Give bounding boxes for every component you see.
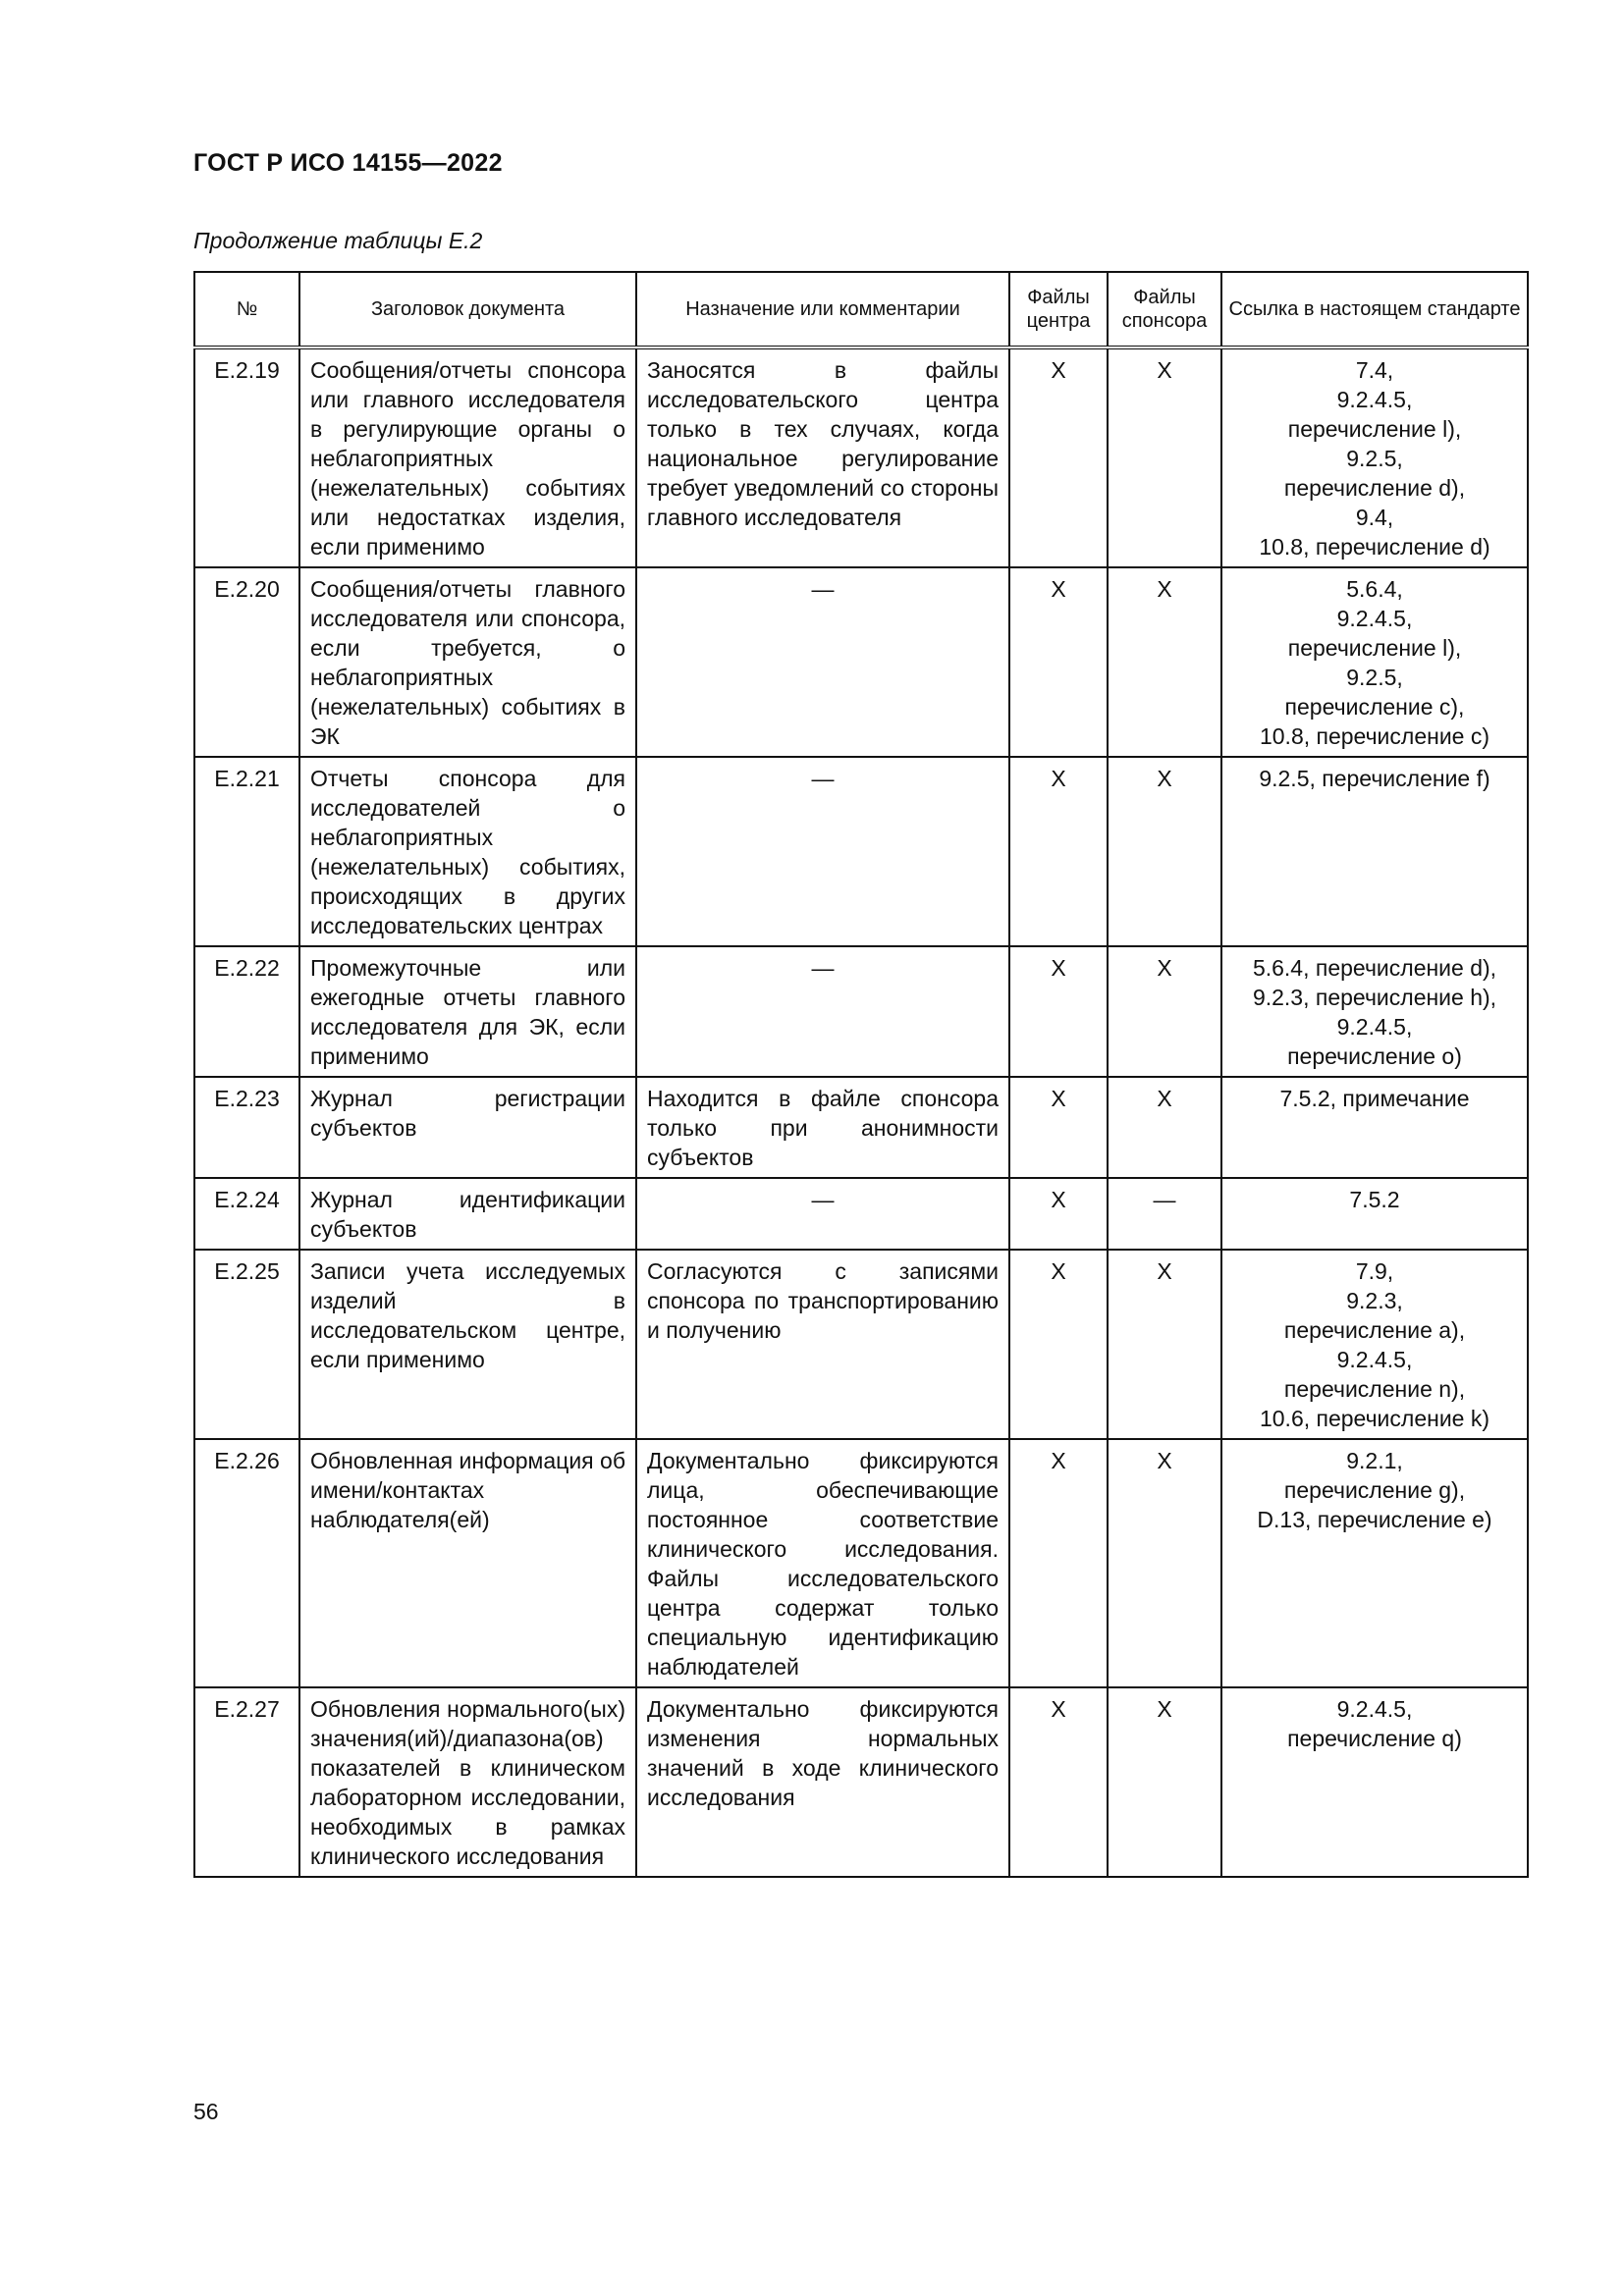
standard-reference — [1221, 347, 1528, 567]
reference-line: 9.2.5, перечисление f) — [1259, 766, 1490, 791]
standard-reference — [1221, 946, 1528, 1077]
standard-reference — [1221, 1439, 1528, 1687]
purpose-comment: Согласуются с записями спонсора по транспортированию и получению — [636, 1250, 1009, 1439]
standard-reference — [1221, 1250, 1528, 1439]
row-number: E.2.22 — [194, 946, 299, 1077]
sponsor-file-mark: X — [1108, 567, 1221, 757]
center-file-mark: X — [1009, 347, 1108, 567]
row-number: E.2.27 — [194, 1687, 299, 1877]
reference-line: D.13, перечисление e) — [1257, 1507, 1492, 1532]
documents-table — [193, 271, 1529, 1878]
column-header-title: Заголовок документа — [299, 272, 636, 347]
reference-line: перечисление c), — [1284, 694, 1465, 720]
reference-line: перечисление a), — [1283, 1317, 1466, 1343]
center-file-mark: X — [1009, 1250, 1108, 1439]
reference-line: 9.2.5, — [1346, 446, 1403, 471]
document-title: Сообщения/отчеты главного исследователя или спонсора, если требуется, о неблагоприятных (нежелательных) событиях в ЭК — [299, 567, 636, 757]
sponsor-file-mark: X — [1108, 946, 1221, 1077]
document-title: Записи учета исследуемых изделий в исследовательском центре, если применимо — [299, 1250, 636, 1439]
reference-line: перечисление l), — [1287, 416, 1462, 442]
column-header-number: № — [194, 272, 299, 347]
table-row — [194, 1687, 1528, 1877]
column-header-center-files: Файлы центра — [1009, 272, 1108, 347]
reference-line: 9.2.5, — [1346, 665, 1403, 690]
sponsor-file-mark: X — [1108, 347, 1221, 567]
purpose-comment: Документально фиксируются изменения нормальных значений в ходе клинического исследования — [636, 1687, 1009, 1877]
reference-line: 9.2.4.5, — [1336, 1014, 1413, 1040]
document-title: Промежуточные или ежегодные отчеты главного исследователя для ЭК, если применимо — [299, 946, 636, 1077]
center-file-mark: X — [1009, 1439, 1108, 1687]
document-title: Отчеты спонсора для исследователей о неблагоприятных (нежелательных) событиях, происходящих в других исследовательских центрах — [299, 757, 636, 946]
reference-line: 10.6, перечисление k) — [1259, 1406, 1490, 1431]
document-title: Обновления нормального(ых) значения(ий)/диапазона(ов) показателей в клиническом лабораторном исследовании, необходимых в рамках клинического исследования — [299, 1687, 636, 1877]
table-row — [194, 1178, 1528, 1250]
reference-line: 7.5.2 — [1349, 1187, 1400, 1212]
document-code: ГОСТ Р ИСО 14155—2022 — [193, 149, 503, 177]
sponsor-file-mark: X — [1108, 757, 1221, 946]
table-header-row — [194, 272, 1528, 347]
table-row — [194, 1250, 1528, 1439]
reference-line: 9.2.4.5, — [1336, 1696, 1413, 1722]
purpose-comment: — — [636, 567, 1009, 757]
row-number: E.2.20 — [194, 567, 299, 757]
sponsor-file-mark: — — [1108, 1178, 1221, 1250]
standard-reference — [1221, 1077, 1528, 1178]
reference-line: 10.8, перечисление c) — [1259, 723, 1490, 749]
center-file-mark: X — [1009, 1178, 1108, 1250]
center-file-mark: X — [1009, 1077, 1108, 1178]
document-title: Журнал идентификации субъектов — [299, 1178, 636, 1250]
reference-line: перечисление g), — [1283, 1477, 1466, 1503]
column-header-purpose: Назначение или комментарии — [636, 272, 1009, 347]
reference-line: перечисление n), — [1283, 1376, 1466, 1402]
center-file-mark: X — [1009, 567, 1108, 757]
row-number: E.2.19 — [194, 347, 299, 567]
table-continuation-caption: Продолжение таблицы Е.2 — [193, 228, 483, 253]
sponsor-file-mark: X — [1108, 1687, 1221, 1877]
reference-line: 7.4, — [1355, 357, 1394, 383]
reference-line: 9.4, — [1355, 505, 1394, 530]
sponsor-file-mark: X — [1108, 1077, 1221, 1178]
standard-reference — [1221, 567, 1528, 757]
document-title: Журнал регистрации субъектов — [299, 1077, 636, 1178]
table-row — [194, 1077, 1528, 1178]
reference-line: перечисление d), — [1283, 475, 1466, 501]
page-number: 56 — [193, 2099, 219, 2124]
purpose-comment: Находится в файле спонсора только при анонимности субъектов — [636, 1077, 1009, 1178]
reference-line: 10.8, перечисление d) — [1259, 534, 1490, 560]
reference-line: перечисление q) — [1287, 1726, 1462, 1751]
standard-reference — [1221, 1687, 1528, 1877]
table-row — [194, 946, 1528, 1077]
sponsor-file-mark: X — [1108, 1250, 1221, 1439]
sponsor-file-mark: X — [1108, 1439, 1221, 1687]
reference-line: 7.9, — [1355, 1258, 1394, 1284]
reference-line: 9.2.3, перечисление h), — [1252, 985, 1497, 1010]
reference-line: 9.2.4.5, — [1336, 606, 1413, 631]
row-number: E.2.21 — [194, 757, 299, 946]
center-file-mark: X — [1009, 757, 1108, 946]
reference-line: 9.2.4.5, — [1336, 1347, 1413, 1372]
reference-line: 5.6.4, перечисление d), — [1252, 955, 1497, 981]
column-header-sponsor-files: Файлы спонсора — [1108, 272, 1221, 347]
purpose-comment: Документально фиксируются лица, обеспечивающие постоянное соответствие клинического исследования. Файлы исследовательского центра содержат только специальную идентификацию наблюдателей — [636, 1439, 1009, 1687]
row-number: E.2.25 — [194, 1250, 299, 1439]
reference-line: 9.2.4.5, — [1336, 387, 1413, 412]
table-row — [194, 567, 1528, 757]
reference-line: 9.2.1, — [1346, 1448, 1403, 1473]
purpose-comment: Заносятся в файлы исследовательского центра только в тех случаях, когда национальное регулирование требует уведомлений со стороны главного исследователя — [636, 347, 1009, 567]
standard-reference — [1221, 1178, 1528, 1250]
table-row — [194, 1439, 1528, 1687]
table-row — [194, 757, 1528, 946]
document-title: Сообщения/отчеты спонсора или главного исследователя в регулирующие органы о неблагоприятных (нежелательных) событиях или недостатках изделия, если применимо — [299, 347, 636, 567]
document-title: Обновленная информация об имени/контактах наблюдателя(ей) — [299, 1439, 636, 1687]
purpose-comment: — — [636, 1178, 1009, 1250]
row-number: E.2.24 — [194, 1178, 299, 1250]
reference-line: 9.2.3, — [1346, 1288, 1403, 1313]
standard-reference — [1221, 757, 1528, 946]
center-file-mark: X — [1009, 1687, 1108, 1877]
reference-line: перечисление l), — [1287, 635, 1462, 661]
reference-line: 7.5.2, примечание — [1279, 1086, 1470, 1111]
row-number: E.2.23 — [194, 1077, 299, 1178]
purpose-comment: — — [636, 757, 1009, 946]
row-number: E.2.26 — [194, 1439, 299, 1687]
center-file-mark: X — [1009, 946, 1108, 1077]
table-row — [194, 347, 1528, 567]
purpose-comment: — — [636, 946, 1009, 1077]
reference-line: 5.6.4, — [1346, 576, 1403, 602]
reference-line: перечисление o) — [1287, 1043, 1462, 1069]
column-header-reference: Ссылка в настоящем стандарте — [1221, 272, 1528, 347]
